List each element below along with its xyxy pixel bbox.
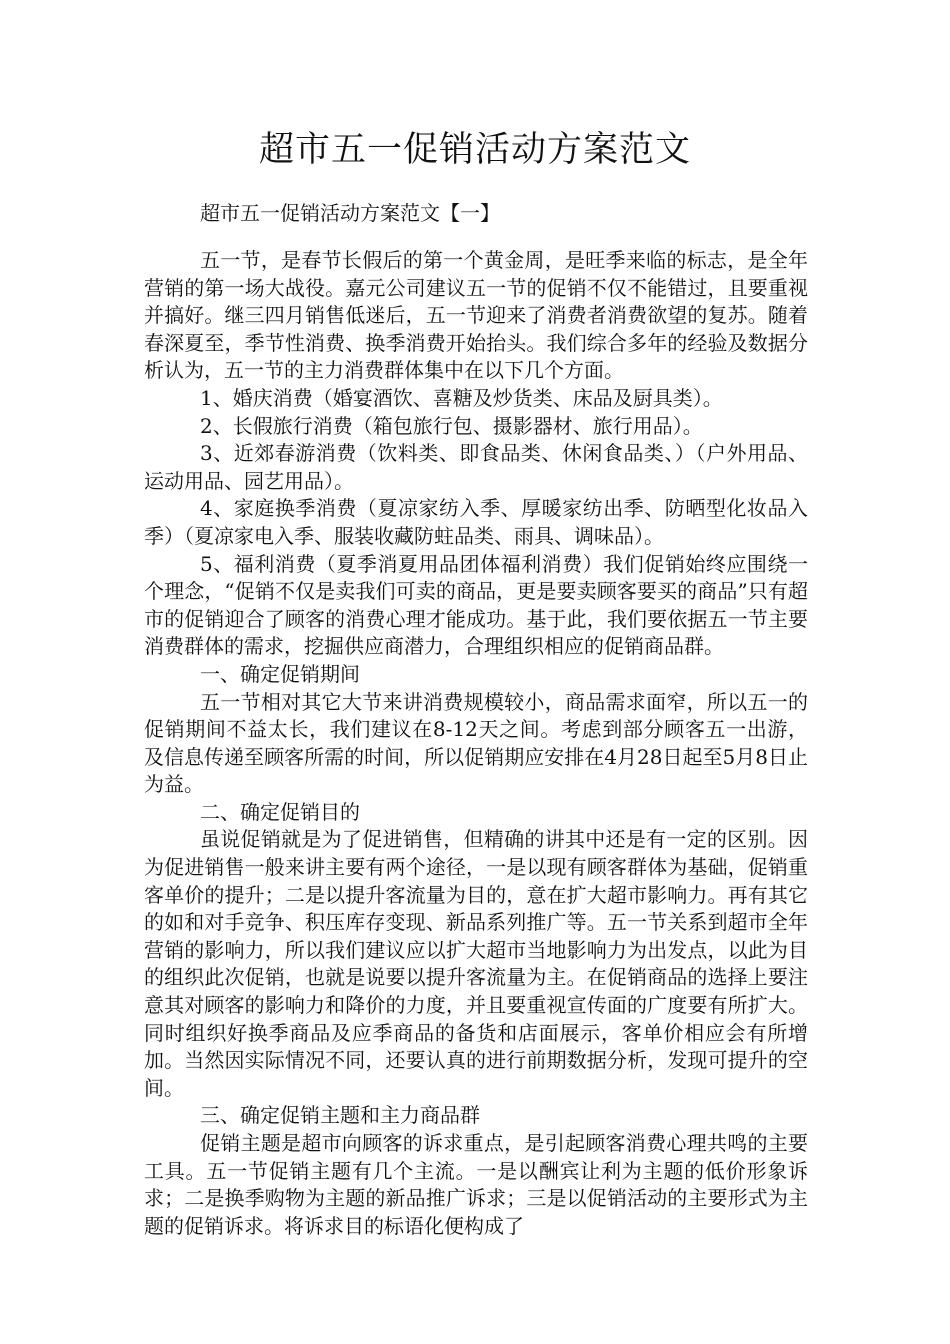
- paragraph: 虽说促销就是为了促进销售，但精确的讲其中还是有一定的区别。因为促进销售一般来讲主要有两个途径，一是以现有顾客群体为基础，促销重客单价的提升；二是以提升客流量为目的，意在扩大超市影响力。再有其它的如和对手竞争、积压库存变现、新品系列推广等。五一节关系到超市全年营销的影响力，所以我们建议应以扩大超市当地影响力为出发点，以此为目的组织此次促销，也就是说要以提升客流量为主。在促销商品的选择上要注意其对顾客的影响力和降价的力度，并且要重视宣传面的广度要有所扩大。同时组织好换季商品及应季商品的备货和店面展示，客单价相应会有所增加。当然因实际情况不同，还要认真的进行前期数据分析，发现可提升的空间。: [144, 827, 808, 1100]
- paragraph: 五一节相对其它大节来讲消费规模较小，商品需求面窄，所以五一的促销期间不益太长，我们建议在8-12天之间。考虑到部分顾客五一出游，及信息传递至顾客所需的时间，所以促销期应安排在4月28日起至5月8日止为益。: [144, 689, 808, 797]
- list-item: 5、福利消费（夏季消夏用品团体福利消费）我们促销始终应围绕一个理念，“促销不仅是卖我们可卖的商品，更是要卖顾客要买的商品”只有超市的促销迎合了顾客的消费心理才能成功。基于此，我们要依据五一节主要消费群体的需求，挖掘供应商潜力，合理组织相应的促销商品群。: [144, 551, 808, 659]
- paragraph: 五一节，是春节长假后的第一个黄金周，是旺季来临的标志，是全年营销的第一场大战役。嘉元公司建议五一节的促销不仅不能错过，且要重视并搞好。继三四月销售低迷后，五一节迎来了消费者消费欲望的复苏。随着春深夏至，季节性消费、换季消费开始抬头。我们综合多年的经验及数据分析认为，五一节的主力消费群体集中在以下几个方面。: [144, 248, 808, 383]
- section-heading: 二、确定促销目的: [200, 799, 360, 824]
- document-body: [144, 247, 808, 1240]
- document-title: 超市五一促销活动方案范文: [258, 130, 691, 170]
- list-item: 4、家庭换季消费（夏凉家纺入季、厚暖家纺出季、防晒型化妆品入季）（夏凉家电入季、服装收藏防蛀品类、雨具、调味品）。: [144, 496, 808, 548]
- list-item: 1、婚庆消费（婚宴酒饮、喜糖及炒货类、床品及厨具类）。: [200, 385, 723, 410]
- section-heading: 三、确定促销主题和主力商品群: [200, 1103, 480, 1128]
- list-item: 2、长假旅行消费（箱包旅行包、摄影器材、旅行用品）。: [200, 413, 703, 438]
- document-subtitle: 超市五一促销活动方案范文【一】: [200, 201, 500, 225]
- section-heading: 一、确定促销期间: [200, 661, 360, 686]
- paragraph: 促销主题是超市向顾客的诉求重点，是引起顾客消费心理共鸣的主要工具。五一节促销主题有几个主流。一是以酬宾让利为主题的低价形象诉求；二是换季购物为主题的新品推广诉求；三是以促销活动的主要形式为主题的促销诉求。将诉求目的标语化便构成了: [144, 1131, 808, 1238]
- list-item: 3、近郊春游消费（饮料类、即食品类、休闲食品类、）（户外用品、运动用品、园艺用品）。: [144, 441, 808, 493]
